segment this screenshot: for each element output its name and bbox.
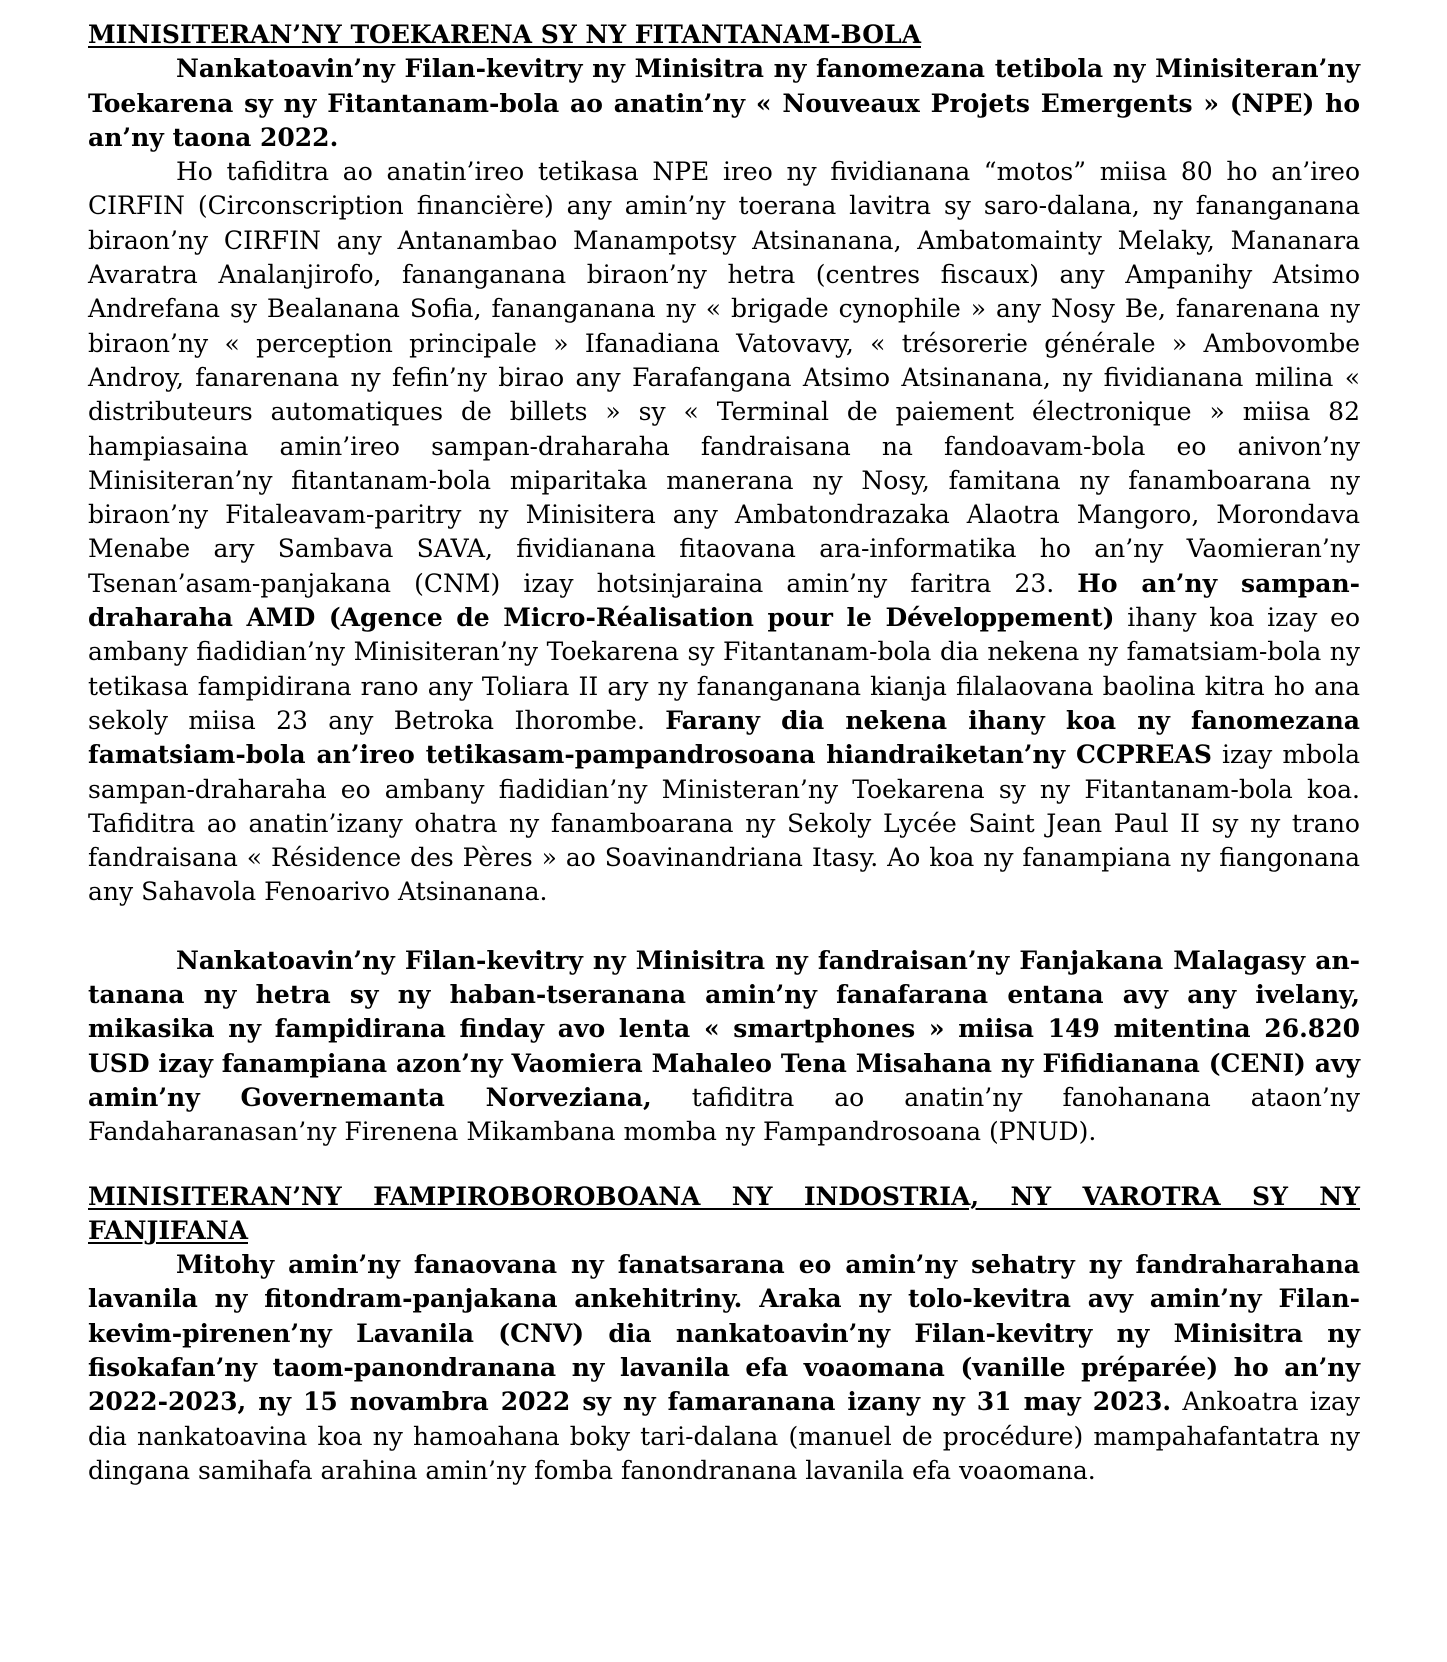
vanilla-paragraph <box>88 1248 1360 1488</box>
section-heading-economy-finance: MINISITERAN’NY TOEKARENA SY NY FITANTANAM-BOLA <box>88 20 921 49</box>
ccpreas-details-text: izay mbola sampan-draharaha eo ambany fiadidian’ny Ministeran’ny Toekarena sy ny Fitantanam-bola koa. Tafiditra ao anatin’izany ohatra ny fanamboarana ny Sekoly Lycée Saint Jean Paul II sy ny trano fandraisana « Résidence des Pères » ao Soavinandriana Itasy. Ao koa ny fanampiana ny fiangonana any Sahavola Fenoarivo Atsinanana. <box>88 740 1360 907</box>
section-heading-industry-trade: MINISITERAN’NY FAMPIROBOROBOANA NY INDOSTRIA, NY VAROTRA SY NY FANJIFANA <box>88 1181 1360 1245</box>
ccpreas-bold-text: Farany dia nekena ihany koa ny fanomezana famatsiam-bola an’ireo tetikasam-pampandrosoana hiandraiketan’ny CCPREAS <box>88 705 1360 770</box>
section-spacer <box>88 1150 1360 1180</box>
npe-approval-paragraph: Nankatoavin’ny Filan-kevitry ny Minisitra ny fanomezana tetibola ny Minisiteran’ny Toekarena sy ny Fitantanam-bola ao anatin’ny « Nouveaux Projets Emergents » (NPE) ho an’ny taona 2022. <box>88 54 1360 152</box>
npe-details-paragraph <box>88 155 1360 910</box>
vanilla-rest-text: Ankoatra izay dia nankatoavina koa ny hamoahana boky tari-dalana (manuel de procédure) mampahafantatra ny dingana samihafa arahina amin’ny fomba fanondranana lavanila efa voaomana. <box>88 1387 1360 1485</box>
amd-bold-text: Ho an’ny sampan-draharaha AMD (Agence de Micro-Réalisation pour le Développement) <box>88 568 1360 633</box>
document-page <box>88 18 1360 1488</box>
vanilla-bold-text: Mitohy amin’ny fanaovana ny fanatsarana eo amin’ny sehatry ny fandraharahana lavanila ny fitondram-panjakana ankehitriny. Araka ny tolo-kevitra avy amin’ny Filan-kevim-pirenen’ny Lavanila (CNV) dia nankatoavin’ny Filan-kevitry ny Minisitra ny fisokafan’ny taom-panondranana ny lavanila efa voaomana (vanille préparée) ho an’ny 2022-2023, ny 15 novambra 2022 sy ny famaranana izany ny 31 may 2023. <box>88 1250 1360 1417</box>
smartphones-tax-paragraph <box>88 944 1360 1150</box>
smartphones-bold-text: Nankatoavin’ny Filan-kevitry ny Minisitra ny fandraisan’ny Fanjakana Malagasy an-tanana ny hetra sy ny haban-tseranana amin’ny fanafarana entana avy any ivelany, mikasika ny fampidirana finday avo lenta « smartphones » miisa 149 mitentina 26.820 USD izay fanampiana azon’ny Vaomiera Mahaleo Tena Misahana ny Fifidianana (CENI) avy amin’ny Governemanta Norveziana, <box>88 945 1360 1112</box>
smartphones-rest-text: tafiditra ao anatin’ny fanohanana ataon’ny Fandaharanasan’ny Firenena Mikambana momba ny Fampandrosoana (PNUD). <box>88 1082 1360 1147</box>
npe-details-text: Ho tafiditra ao anatin’ireo tetikasa NPE ireo ny fividianana “motos” miisa 80 ho an’ireo CIRFIN (Circonscription financière) any amin’ny toerana lavitra sy saro-dalana, ny fananganana biraon’ny CIRFIN any Antanambao Manampotsy Atsinanana, Ambatomainty Melaky, Mananara Avaratra Analanjirofo, fananganana biraon’ny hetra (centres fiscaux) any Ampanihy Atsimo Andrefana sy Bealanana Sofia, fananganana ny « brigade cynophile » any Nosy Be, fanarenana ny biraon’ny « perception principale » Ifanadiana Vatovavy, « trésorerie générale » Ambovombe Androy, fanarenana ny fefin’ny birao any Farafangana Atsimo Atsinanana, ny fividianana milina « distributeurs automatiques de billets » sy « Terminal de paiement électronique » miisa 82 hampiasaina amin’ireo sampan-draharaha fandraisana na fandoavam-bola eo anivon’ny Minisiteran’ny fitantanam-bola miparitaka manerana ny Nosy, famitana ny fanamboarana ny biraon’ny Fitaleavam-paritry ny Minisitera any Ambatondrazaka Alaotra Mangoro, Morondava Menabe ary Sambava SAVA, fividianana fitaovana ara-informatika ho an’ny Vaomieran’ny Tsenan’asam-panjakana (CNM) izay hotsinjaraina amin’ny faritra 23. <box>88 157 1360 598</box>
paragraph-spacer <box>88 910 1360 944</box>
amd-details-text: ihany koa izay eo ambany fiadidian’ny Minisiteran’ny Toekarena sy Fitantanam-bola dia nekena ny famatsiam-bola ny tetikasa fampidirana rano any Toliara II ary ny fananganana kianja filalaovana baolina kitra ho ana sekoly miisa 23 any Betroka Ihorombe. <box>88 603 1360 735</box>
